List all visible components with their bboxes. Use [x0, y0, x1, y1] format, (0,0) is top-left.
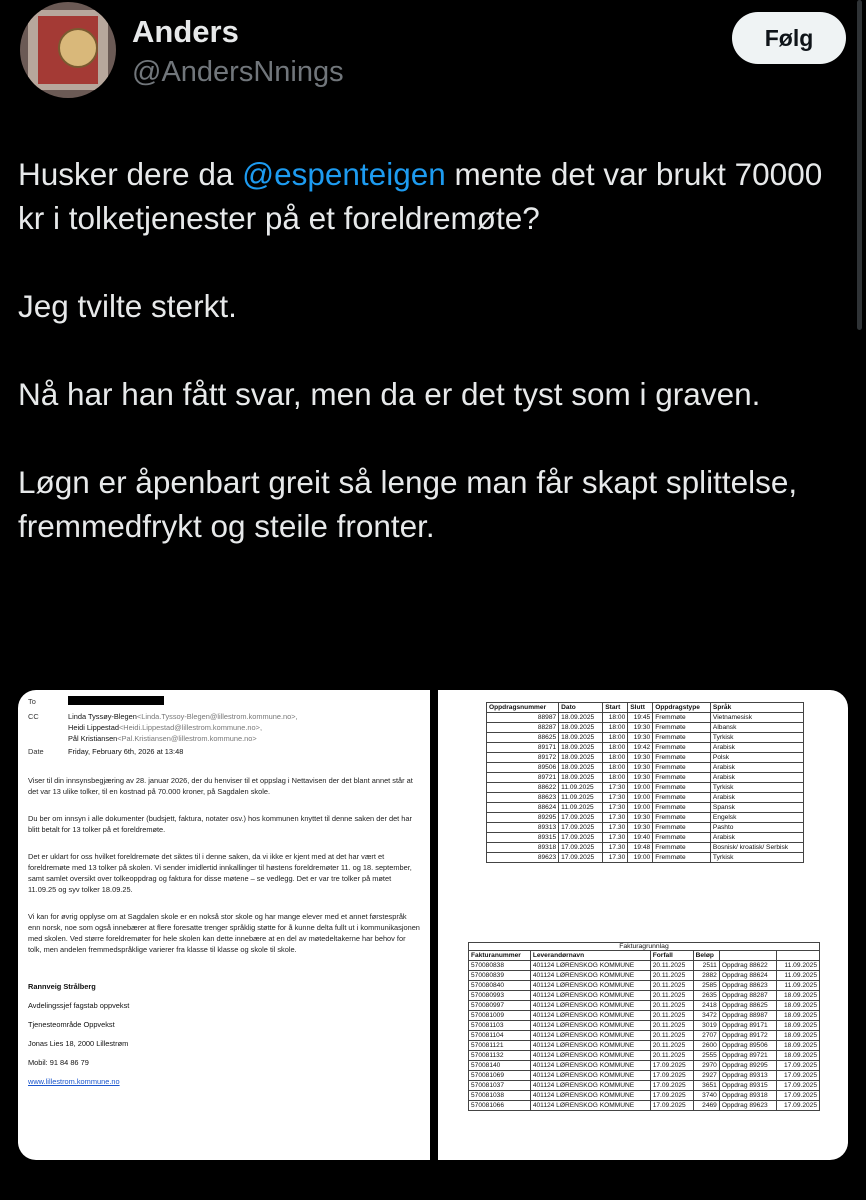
table-cell: Tyrkisk: [710, 783, 803, 793]
table-cell: 19:30: [628, 823, 653, 833]
table-cell: 18.09.2025: [777, 1041, 820, 1051]
table-cell: 88623: [487, 793, 559, 803]
table-cell: Oppdrag 89172: [719, 1031, 776, 1041]
table-cell: Fremmøte: [653, 823, 711, 833]
table-cell: 17.30: [603, 853, 628, 863]
table-cell: 18:00: [603, 773, 628, 783]
table-cell: Arabisk: [710, 793, 803, 803]
redacted-recipient: [68, 696, 164, 705]
table-cell: 18.09.2025: [777, 991, 820, 1001]
table-cell: 20.11.2025: [650, 981, 693, 991]
email-image[interactable]: To CC Linda Tyssøy-Blegen<Linda.Tyssoy-Blegen@lillestrom.kommune.no>, Heidi Lippestad<Heidi.Lippestad@lillestrom.kommune.no>, Pål Kristiansen<Pal.Kristiansen@lillestrom.kommune.no> Date Friday, February 6th, 2026 at 13:48 Viser til din innsynsbegjæring av 28. januar 2026, der du henviser til et oppslag i Nettavisen der det blant annet står at det var 13 ulike tolker, til en kostnad på 70.000 kroner, på Sagdalen skole. Du ber om innsyn i alle dokumenter (budsjett, faktura, notater osv.) hos kommunen knyttet til denne saken der det har blitt betalt for 13 tolker på et foreldremøte. Det er uklart for oss hvilket foreldremøte det siktes til i denne saken, da vi ikke er kjent med at det har vært et foreldremøte med 13 tolker på skolen. Vi sender imidlertid innkallinger til høstens foreldremøter 11. og 18. september, samt samlet oversikt over tolkeoppdrag og faktura for disse møtene – se vedlegg. Det er var tre tolker på møtet 11.09.25 og syv tolker 18.09.25. Vi kan for øvrig opplyse om at Sagdalen skole er en nokså stor skole og har mange elever med et annet førstespråk enn norsk, noe som også innebærer at flere foresatte trenger språklig støtte for å kunne delta fullt ut i kommunikasjonen med skolen. Ved større foreldremøter for hele skolen kan dette innebære at en del av møtedeltakerne har behov for tolk, men andelen fremmedspråklige varierer fra klasse til klasse og skole til skole. Rannveig Strålberg Avdelingssjef fagstab oppvekst Tjenesteområde Oppvekst Jonas Lies 18, 2000 Lillestrøm Mobil: 91 84 86 79 www.lillestrom.kommune.no: [18, 690, 430, 1160]
table-row: [469, 991, 820, 1001]
table-cell: 2635: [693, 991, 719, 1001]
table-cell: 17:30: [603, 793, 628, 803]
table-cell: 570081121: [469, 1041, 531, 1051]
table-cell: 89315: [487, 833, 559, 843]
tweet-paragraph-1: Husker dere da @espenteigen mente det var brukt 70000 kr i tolketjenester på et foreldremøte?: [18, 156, 823, 236]
table-cell: 11.09.2025: [559, 793, 603, 803]
table-row: [469, 1001, 820, 1011]
table-cell: 570081069: [469, 1071, 531, 1081]
table-cell: 89318: [487, 843, 559, 853]
table-cell: 18.09.2025: [559, 763, 603, 773]
table-cell: 17.09.2025: [559, 813, 603, 823]
table-cell: Fremmøte: [653, 763, 711, 773]
table-row: [469, 1101, 820, 1111]
table-cell: 3651: [693, 1081, 719, 1091]
table-row: [487, 813, 804, 823]
table-cell: 17.09.2025: [650, 1071, 693, 1081]
table-cell: 570081038: [469, 1091, 531, 1101]
tweet-paragraph-4: Løgn er åpenbart greit så lenge man får skapt splittelse, fremmedfrykt og steile fronter.: [18, 464, 798, 544]
table-row: [487, 843, 804, 853]
table-cell: 570080993: [469, 991, 531, 1001]
table-cell: 2970: [693, 1061, 719, 1071]
table-cell: 17.09.2025: [777, 1071, 820, 1081]
user-handle[interactable]: @AndersNnings: [132, 56, 344, 88]
table-row: [469, 1011, 820, 1021]
table-cell: 401124 LØRENSKOG KOMMUNE: [530, 971, 650, 981]
table-cell: 17.09.2025: [777, 1101, 820, 1111]
tweet-paragraph-2: Jeg tvilte sterkt.: [18, 288, 237, 324]
table-cell: Oppdrag 89623: [719, 1101, 776, 1111]
table-cell: 19:30: [628, 723, 653, 733]
table-cell: 88287: [487, 723, 559, 733]
table-cell: Vietnamesisk: [710, 713, 803, 723]
table-cell: 18.09.2025: [777, 1051, 820, 1061]
table-cell: 20.11.2025: [650, 961, 693, 971]
table-cell: 18.09.2025: [559, 753, 603, 763]
table-cell: 18.09.2025: [559, 773, 603, 783]
table-cell: 17.09.2025: [777, 1061, 820, 1071]
table-cell: 18.09.2025: [559, 713, 603, 723]
table-cell: 570081037: [469, 1081, 531, 1091]
table-cell: 89506: [487, 763, 559, 773]
table-cell: Fremmøte: [653, 753, 711, 763]
table-cell: 20.11.2025: [650, 1041, 693, 1051]
table-cell: 19:40: [628, 833, 653, 843]
table-cell: 17.30: [603, 843, 628, 853]
table-cell: Oppdrag 88287: [719, 991, 776, 1001]
table-cell: 18:00: [603, 763, 628, 773]
tweet-text: [18, 152, 848, 592]
table-cell: Oppdrag 89171: [719, 1021, 776, 1031]
table-cell: 11.09.2025: [777, 961, 820, 971]
table-cell: 88625: [487, 733, 559, 743]
table-row: [469, 981, 820, 991]
scrollbar[interactable]: [857, 0, 862, 330]
email-signature: Rannveig Strålberg Avdelingssjef fagstab oppvekst Tjenesteområde Oppvekst Jonas Lies 18, 2000 Lillestrøm Mobil: 91 84 86 79 www.lillestrom.kommune.no: [28, 981, 420, 1087]
table-cell: 19:42: [628, 743, 653, 753]
table-cell: 11.09.2025: [559, 783, 603, 793]
table-cell: Oppdrag 89313: [719, 1071, 776, 1081]
table-cell: Pashto: [710, 823, 803, 833]
table-row: [469, 1041, 820, 1051]
table-cell: 88624: [487, 803, 559, 813]
table-cell: 570081132: [469, 1051, 531, 1061]
table-cell: Arabisk: [710, 833, 803, 843]
table-cell: 89721: [487, 773, 559, 783]
table-cell: Fremmøte: [653, 713, 711, 723]
table-row: [469, 1081, 820, 1091]
table-cell: 18:00: [603, 733, 628, 743]
table-cell: Oppdrag 89506: [719, 1041, 776, 1051]
table-cell: Oppdrag 89315: [719, 1081, 776, 1091]
table-cell: 89172: [487, 753, 559, 763]
table-cell: 401124 LØRENSKOG KOMMUNE: [530, 1101, 650, 1111]
table-cell: 89623: [487, 853, 559, 863]
table-cell: Fremmøte: [653, 833, 711, 843]
table-cell: 401124 LØRENSKOG KOMMUNE: [530, 1001, 650, 1011]
table-cell: Fremmøte: [653, 743, 711, 753]
table-cell: 19:30: [628, 733, 653, 743]
email-paragraph: Du ber om innsyn i alle dokumenter (budsjett, faktura, notater osv.) hos kommunen knyttet til denne saken der det har blitt betalt for 13 tolker på et foreldremøte.: [28, 814, 412, 834]
table-cell: Oppdrag 88625: [719, 1001, 776, 1011]
table-cell: 401124 LØRENSKOG KOMMUNE: [530, 1041, 650, 1051]
table-cell: 20.11.2025: [650, 1011, 693, 1021]
table-cell: 17.09.2025: [650, 1091, 693, 1101]
table-cell: 18.09.2025: [777, 1011, 820, 1021]
table-cell: 89171: [487, 743, 559, 753]
table-row: [469, 1071, 820, 1081]
table-cell: 401124 LØRENSKOG KOMMUNE: [530, 1081, 650, 1091]
table-cell: 17:30: [603, 783, 628, 793]
table-cell: Bosnisk/ kroatisk/ Serbisk: [710, 843, 803, 853]
assignments-table: Oppdragsnummer Dato Start Slutt Oppdragstype Språk 88987 18.09.2025 18:00 19:45 Fremmøte Vietnamesisk 88287 18.09.2025 18:00 19:30 Fremmøte Albansk 88625 18.09.2025 18:00 19:30 Fremmøte Tyrkisk 89171 18.09.2025 18:00 19:42 Fremmøte Arabisk 89172 18.09.2025 18:00 19:30 Fremmøte Polsk 89506 18.09.2025 18:00 19:30 Fremmøte Arabisk 89721 18.09.2025 18:00 19:30 Fremmøte Arabisk 88622 11.09.2025 17:30 19:00 Fremmøte Tyrkisk 88623 11.09.2025 17:30 19:00 Fremmøte Arabisk 88624 11.09.2025 17:30 19:00 Fremmøte Spansk 89295 17.09.2025 17.30 19:30 Fremmøte Engelsk 89313 17.09.2025 17.30 19:30 Fremmøte Pashto 89315 17.09.2025 17.30 19:40 Fremmøte Arabisk 89318 17.09.2025 17.30 19:48 Fremmøte Bosnisk/ kroatisk/ Serbisk 89623 17.09.2025 17.30 19:00 Fremmøte Tyrkisk: [486, 702, 804, 863]
email-paragraph: Viser til din innsynsbegjæring av 28. januar 2026, der du henviser til et oppslag i Nettavisen der det blant annet står at det var 13 ulike tolker, til en kostnad på 70.000 kroner, på Sagdalen skole.: [28, 776, 413, 796]
table-cell: Engelsk: [710, 813, 803, 823]
table-cell: Tyrkisk: [710, 853, 803, 863]
table-cell: 19:00: [628, 793, 653, 803]
table-row: [487, 763, 804, 773]
table-cell: 2882: [693, 971, 719, 981]
table-cell: Fremmøte: [653, 773, 711, 783]
table-cell: 401124 LØRENSKOG KOMMUNE: [530, 1061, 650, 1071]
table-cell: 2555: [693, 1051, 719, 1061]
table-cell: 18.09.2025: [777, 1001, 820, 1011]
table-cell: 17.30: [603, 813, 628, 823]
table-cell: 2585: [693, 981, 719, 991]
table-cell: 18:00: [603, 753, 628, 763]
table-cell: 2927: [693, 1071, 719, 1081]
table-cell: 20.11.2025: [650, 1001, 693, 1011]
avatar[interactable]: [20, 2, 116, 98]
table-cell: 570080838: [469, 961, 531, 971]
table-cell: Oppdrag 89318: [719, 1091, 776, 1101]
table-cell: 2600: [693, 1041, 719, 1051]
table-cell: 2511: [693, 961, 719, 971]
table-row: [469, 961, 820, 971]
table-cell: 11.09.2025: [559, 803, 603, 813]
table-cell: 401124 LØRENSKOG KOMMUNE: [530, 1021, 650, 1031]
tweet-paragraph-3: Nå har han fått svar, men da er det tyst som i graven.: [18, 376, 761, 412]
table-cell: Fremmøte: [653, 733, 711, 743]
table-cell: 20.11.2025: [650, 1051, 693, 1061]
table-cell: 19:30: [628, 763, 653, 773]
table-cell: Fremmøte: [653, 723, 711, 733]
table-cell: 11.09.2025: [777, 981, 820, 991]
table-cell: 570080997: [469, 1001, 531, 1011]
table-cell: Fremmøte: [653, 783, 711, 793]
table-cell: 20.11.2025: [650, 971, 693, 981]
user-name[interactable]: Anders: [132, 14, 239, 49]
table-cell: 18.09.2025: [559, 733, 603, 743]
table-cell: Oppdrag 88622: [719, 961, 776, 971]
table-cell: 18.09.2025: [559, 723, 603, 733]
table-cell: Fremmøte: [653, 843, 711, 853]
table-cell: 401124 LØRENSKOG KOMMUNE: [530, 1051, 650, 1061]
table-row: [487, 823, 804, 833]
table-cell: 89295: [487, 813, 559, 823]
table-cell: 88987: [487, 713, 559, 723]
table-cell: 18:00: [603, 713, 628, 723]
table-row: [469, 1091, 820, 1101]
table-cell: 401124 LØRENSKOG KOMMUNE: [530, 1011, 650, 1021]
invoice-table: Fakturagrunnlag Fakturanummer Leverandørnavn Forfall Beløp 570080838 401124 LØRENSKOG KOMMUNE 20.11.2025 2511 Oppdrag 88622 11.09.2025 570080839 401124 LØRENSKOG KOMMUNE 20.11.2025 2882 Oppdrag 88624 11.09.2025 570080840 401124 LØRENSKOG KOMMUNE 20.11.2025 2585 Oppdrag 88623 11.09.2025 570080993 401124 LØRENSKOG KOMMUNE 20.11.2025 2635 Oppdrag 88287 18.09.2025 570080997 401124 LØRENSKOG KOMMUNE 20.11.2025 2418 Oppdrag 88625 18.09.2025 570081009 401124 LØRENSKOG KOMMUNE 20.11.2025 3472 Oppdrag 88987 18.09.2025 570081103 401124 LØRENSKOG KOMMUNE 20.11.2025 3019 Oppdrag 89171 18.09.2025 570081104 401124 LØRENSKOG KOMMUNE 20.11.2025 2707 Oppdrag 89172 18.09.2025 570081121 401124 LØRENSKOG KOMMUNE 20.11.2025 2600 Oppdrag 89506 18.09.2025 570081132 401124 LØRENSKOG KOMMUNE 20.11.2025 2555 Oppdrag 89721 18.09.2025 57008140 401124 LØRENSKOG KOMMUNE 17.09.2025 2970 Oppdrag 89295 17.09.2025 570081069 401124 LØRENSKOG KOMMUNE 17.09.2025 2927 Oppdrag 89313 17.09.2025 570081037 401124 LØRENSKOG KOMMUNE 17.09.2025 3651 Oppdrag 89315 17.09.2025 570081038 401124 LØRENSKOG KOMMUNE 17.09.2025 3740 Oppdrag 89318 17.09.2025 570081066 401124 LØRENSKOG KOMMUNE 17.09.2025 2469 Oppdrag 89623 17.09.2025: [468, 942, 820, 1111]
table-cell: 17.09.2025: [650, 1101, 693, 1111]
table-cell: 19:45: [628, 713, 653, 723]
table-cell: 570081104: [469, 1031, 531, 1041]
table-row: [487, 773, 804, 783]
table-cell: 401124 LØRENSKOG KOMMUNE: [530, 991, 650, 1001]
table-row: [469, 971, 820, 981]
table-cell: 401124 LØRENSKOG KOMMUNE: [530, 961, 650, 971]
table-cell: 18.09.2025: [777, 1031, 820, 1041]
table-cell: Oppdrag 89721: [719, 1051, 776, 1061]
table-cell: Arabisk: [710, 763, 803, 773]
table-cell: 17.09.2025: [559, 833, 603, 843]
mention-link[interactable]: @espenteigen: [242, 156, 446, 192]
table-cell: 20.11.2025: [650, 1031, 693, 1041]
table-cell: 17.09.2025: [650, 1081, 693, 1091]
table-cell: 20.11.2025: [650, 991, 693, 1001]
table-cell: 19:30: [628, 773, 653, 783]
table-cell: 401124 LØRENSKOG KOMMUNE: [530, 1031, 650, 1041]
table-cell: 18:00: [603, 723, 628, 733]
table-cell: 19:30: [628, 753, 653, 763]
table-cell: 18.09.2025: [777, 1021, 820, 1031]
table-row: [469, 1031, 820, 1041]
table-cell: 17.30: [603, 823, 628, 833]
table-cell: 3740: [693, 1091, 719, 1101]
table-cell: 19:30: [628, 813, 653, 823]
table-cell: Tyrkisk: [710, 733, 803, 743]
table-cell: 17.09.2025: [777, 1091, 820, 1101]
table-cell: 2469: [693, 1101, 719, 1111]
table-cell: 11.09.2025: [777, 971, 820, 981]
table-cell: 19:00: [628, 783, 653, 793]
table-cell: 18:00: [603, 743, 628, 753]
table-row: [487, 833, 804, 843]
table-row: [487, 793, 804, 803]
table-cell: 88622: [487, 783, 559, 793]
table-cell: 17.09.2025: [559, 843, 603, 853]
table-cell: 89313: [487, 823, 559, 833]
table-cell: Spansk: [710, 803, 803, 813]
table-cell: 17:30: [603, 803, 628, 813]
table-cell: 57008140: [469, 1061, 531, 1071]
table-cell: 2418: [693, 1001, 719, 1011]
tweet-header: [18, 2, 848, 102]
website-link[interactable]: www.lillestrom.kommune.no: [28, 1077, 120, 1086]
table-cell: 570080839: [469, 971, 531, 981]
table-cell: 3019: [693, 1021, 719, 1031]
table-cell: Fremmøte: [653, 813, 711, 823]
table-cell: Fremmøte: [653, 853, 711, 863]
table-cell: 20.11.2025: [650, 1021, 693, 1031]
email-paragraph: Det er uklart for oss hvilket foreldremøte det siktes til i denne saken, da vi ikke er kjent med at det har vært et foreldremøte med 13 tolker på skolen. Vi sender imidlertid innkallinger til høstens foreldremøter 11. og 18. september, samt samlet oversikt over tolkeoppdrag og faktura for disse møtene – se vedlegg. Det er var tre tolker på møtet 11.09.25 og syv tolker 18.09.25.: [28, 852, 412, 894]
table-cell: 570081009: [469, 1011, 531, 1021]
table-row: [469, 1051, 820, 1061]
table-cell: Albansk: [710, 723, 803, 733]
table-cell: 19:48: [628, 843, 653, 853]
table-row: [487, 753, 804, 763]
table-cell: 401124 LØRENSKOG KOMMUNE: [530, 1091, 650, 1101]
table-cell: 18.09.2025: [559, 743, 603, 753]
table-row: [469, 1021, 820, 1031]
table-cell: 19:00: [628, 853, 653, 863]
table-cell: 17.09.2025: [777, 1081, 820, 1091]
table-cell: 17.09.2025: [650, 1061, 693, 1071]
email-date: Friday, February 6th, 2026 at 13:48: [68, 747, 184, 756]
table-cell: 17.30: [603, 833, 628, 843]
table-cell: 3472: [693, 1011, 719, 1021]
media-attachment[interactable]: [18, 690, 848, 1160]
table-row: [487, 853, 804, 863]
table-cell: Fremmøte: [653, 803, 711, 813]
table-cell: Oppdrag 88987: [719, 1011, 776, 1021]
table-cell: Arabisk: [710, 743, 803, 753]
table-cell: Arabisk: [710, 773, 803, 783]
table-cell: 570080840: [469, 981, 531, 991]
email-paragraph: Vi kan for øvrig opplyse om at Sagdalen skole er en nokså stor skole og har mange elever med et annet førstespråk enn norsk, noe som også innebærer at flere foresatte trenger språklig støtte for å kunne delta fullt ut i kommunikasjonen med skolen. Ved større foreldremøter for hele skolen kan dette innebære at en del av møtedeltakerne har behov for tolk, men andelen fremmedspråklige varierer fra klasse til klasse og skole til skole.: [28, 912, 420, 954]
table-cell: 2707: [693, 1031, 719, 1041]
table-row: [487, 783, 804, 793]
table-row: [469, 1061, 820, 1071]
table-row: [487, 743, 804, 753]
tables-image[interactable]: [438, 690, 848, 1160]
table-cell: Oppdrag 88624: [719, 971, 776, 981]
table-row: [487, 713, 804, 723]
table-cell: Oppdrag 89295: [719, 1061, 776, 1071]
table-cell: 17.09.2025: [559, 853, 603, 863]
table-cell: Polsk: [710, 753, 803, 763]
table-cell: 17.09.2025: [559, 823, 603, 833]
table-cell: Fremmøte: [653, 793, 711, 803]
table-cell: Oppdrag 88623: [719, 981, 776, 991]
follow-button[interactable]: Følg: [732, 12, 846, 64]
table-cell: 19:00: [628, 803, 653, 813]
table-row: [487, 723, 804, 733]
table-row: [487, 803, 804, 813]
table-row: [487, 733, 804, 743]
table-cell: 570081103: [469, 1021, 531, 1031]
table-cell: 401124 LØRENSKOG KOMMUNE: [530, 1071, 650, 1081]
table-cell: 570081066: [469, 1101, 531, 1111]
table-cell: 401124 LØRENSKOG KOMMUNE: [530, 981, 650, 991]
